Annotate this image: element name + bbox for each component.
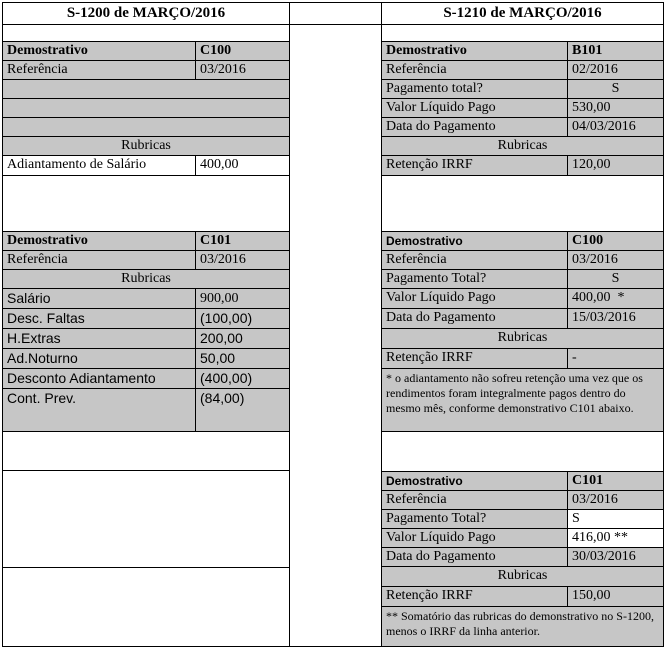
data-pagamento-label: Data do Pagamento	[381, 308, 568, 329]
data-pagamento-value: 30/03/2016	[567, 547, 664, 567]
data-pagamento-value: 15/03/2016	[567, 308, 664, 329]
rubrica-value: 400,00	[195, 155, 290, 176]
left-bottom-divider-2	[2, 567, 290, 568]
pagamento-total-label: Pagamento Total?	[381, 269, 568, 289]
referencia-value: 03/2016	[567, 250, 664, 270]
empty-row	[2, 98, 290, 118]
rubrica-label: Desconto Adiantamento	[2, 368, 196, 389]
referencia-label: Referência	[381, 250, 568, 270]
rubricas-header: Rubricas	[2, 136, 290, 156]
retencao-irrf-label: Retenção IRRF	[381, 155, 568, 176]
adiantamento-note: * o adiantamento não sofreu retenção uma vez que os rendimentos foram integralmente pagos dentro do mesmo mês, conforme demonstrativo C101 abaixo.	[381, 368, 664, 432]
demo-header-value: C100	[195, 41, 290, 61]
demo-header-value: C100	[567, 231, 664, 251]
referencia-value: 03/2016	[567, 490, 664, 510]
rubrica-label: Desc. Faltas	[2, 308, 196, 329]
s1200-title: S-1200 de MARÇO/2016	[66, 5, 226, 21]
rubrica-value: (400,00)	[195, 368, 290, 389]
retencao-irrf-label: Retenção IRRF	[381, 586, 568, 607]
retencao-irrf-value: -	[567, 348, 664, 369]
pagamento-total-value: S	[567, 509, 664, 529]
demo-header-value: C101	[195, 231, 290, 251]
pagamento-total-label: Pagamento total?	[381, 79, 568, 99]
rubricas-header: Rubricas	[381, 136, 664, 156]
empty-row	[2, 79, 290, 99]
rubrica-label: Ad.Noturno	[2, 348, 196, 369]
demo-header-label: Demostrativo	[381, 231, 568, 251]
demo-header-value: C101	[567, 471, 664, 491]
pagamento-total-label: Pagamento Total?	[381, 509, 568, 529]
demo-header-label: Demostrativo	[381, 41, 568, 61]
rubrica-value: (84,00)	[195, 388, 290, 432]
demo-header-value: B101	[567, 41, 664, 61]
referencia-value: 03/2016	[195, 60, 290, 80]
referencia-value: 03/2016	[195, 250, 290, 270]
data-pagamento-value: 04/03/2016	[567, 117, 664, 137]
referencia-label: Referência	[2, 250, 196, 270]
demo-header-label: Demostrativo	[2, 231, 196, 251]
rubrica-value: 200,00	[195, 328, 290, 349]
referencia-label: Referência	[381, 490, 568, 510]
rubricas-header: Rubricas	[381, 566, 664, 587]
demo-header-label: Demostrativo	[381, 471, 568, 491]
rubrica-value: (100,00)	[195, 308, 290, 329]
pagamento-total-value: S	[567, 79, 664, 99]
rubrica-label: H.Extras	[2, 328, 196, 349]
data-pagamento-label: Data do Pagamento	[381, 547, 568, 567]
left-bottom-divider-1	[2, 470, 290, 471]
retencao-irrf-value: 150,00	[567, 586, 664, 607]
valor-liquido-value: 416,00 **	[567, 528, 664, 548]
empty-row	[2, 117, 290, 137]
rubricas-header: Rubricas	[2, 269, 290, 289]
pagamento-total-value: S	[567, 269, 664, 289]
retencao-irrf-label: Retenção IRRF	[381, 348, 568, 369]
referencia-label: Referência	[2, 60, 196, 80]
somatorio-note: ** Somatório das rubricas do demonstrativo no S-1200, menos o IRRF da linha anterior.	[381, 606, 664, 647]
rubricas-header: Rubricas	[381, 328, 664, 349]
valor-liquido-value: 400,00 *	[567, 288, 664, 309]
valor-liquido-label: Valor Líquido Pago	[381, 98, 568, 118]
valor-liquido-label: Valor Líquido Pago	[381, 288, 568, 309]
data-pagamento-label: Data do Pagamento	[381, 117, 568, 137]
valor-liquido-label: Valor Líquido Pago	[381, 528, 568, 548]
valor-liquido-value: 530,00	[567, 98, 664, 118]
rubrica-value: 900,00	[195, 288, 290, 309]
retencao-irrf-value: 120,00	[567, 155, 664, 176]
rubrica-label: Cont. Prev.	[2, 388, 196, 432]
s1210-title: S-1210 de MARÇO/2016	[443, 5, 602, 21]
rubrica-label: Salário	[2, 288, 196, 309]
referencia-value: 02/2016	[567, 60, 664, 80]
rubrica-label: Adiantamento de Salário	[2, 155, 196, 176]
rubrica-value: 50,00	[195, 348, 290, 369]
demo-header-label: Demostrativo	[2, 41, 196, 61]
referencia-label: Referência	[381, 60, 568, 80]
